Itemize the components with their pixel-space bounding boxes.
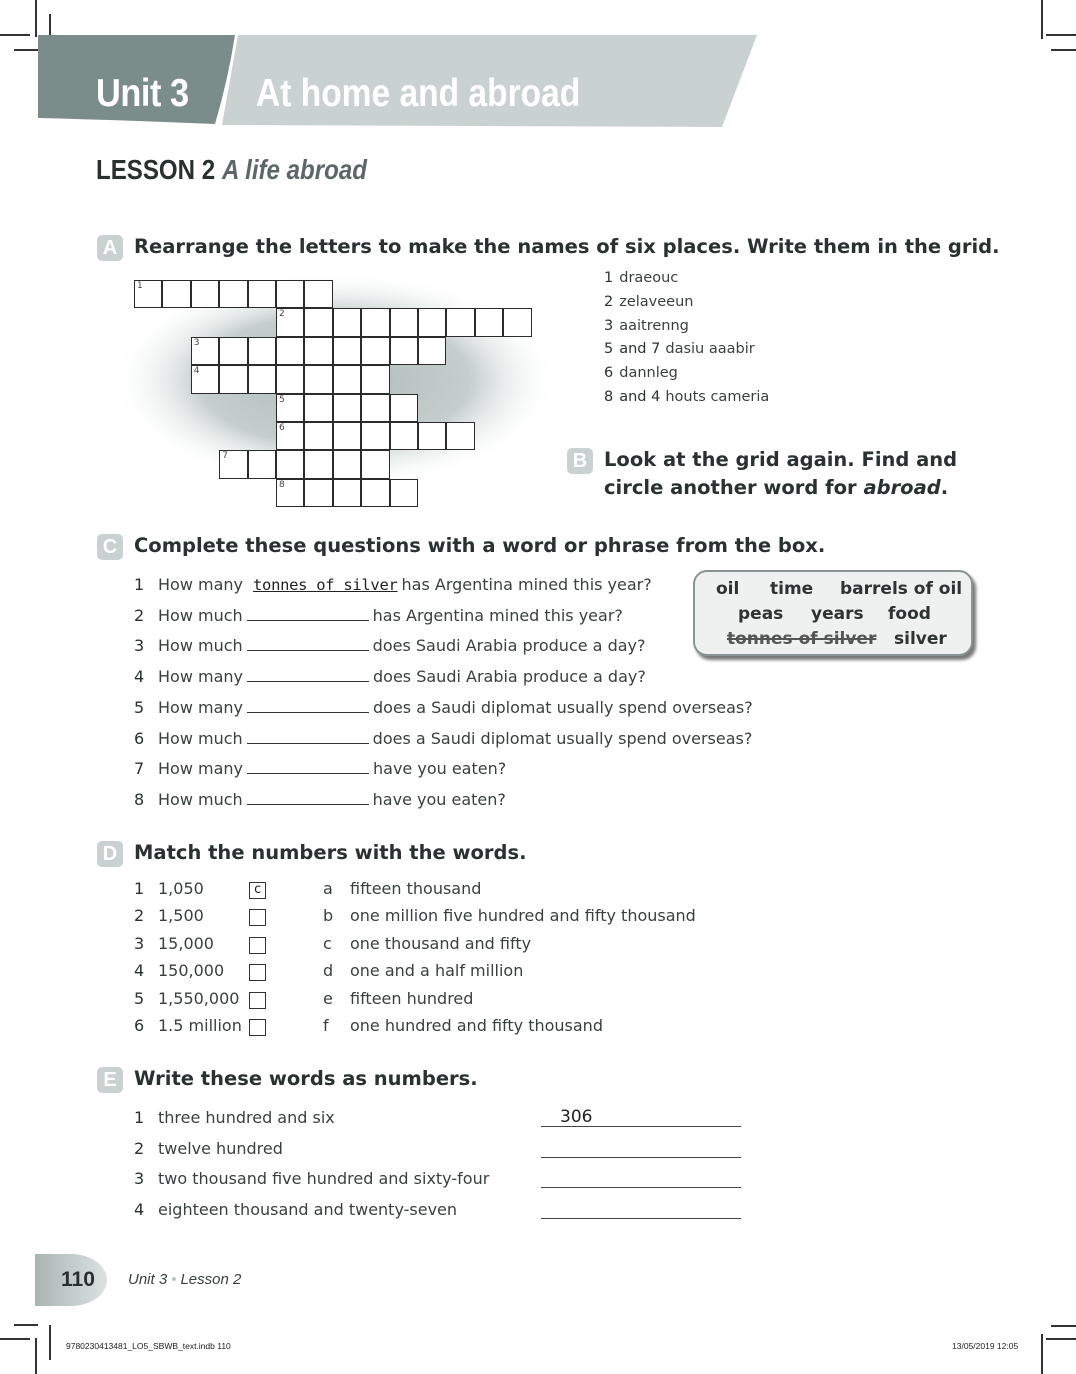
crossword-cell[interactable] [418, 337, 446, 365]
crossword-cell[interactable] [361, 422, 389, 450]
crossword-cell[interactable] [361, 308, 389, 336]
question-answer-blank[interactable] [247, 772, 369, 774]
write-item-words: two thousand five hundred and sixty-four [158, 1169, 490, 1189]
clue-letters: dasiu aaabir [665, 341, 755, 358]
section-c-badge: C [97, 534, 123, 560]
crossword-cell[interactable] [361, 365, 389, 393]
question-rest: does a Saudi diplomat usually spend overseas? [373, 697, 753, 717]
question-item [158, 790, 506, 809]
match-word-text: one hundred and fifty thousand [350, 1016, 603, 1035]
write-answer-line[interactable] [541, 1156, 741, 1158]
crop-mark [35, 1338, 37, 1374]
footer-lesson: Lesson 2 [180, 1271, 242, 1288]
clue-number: 2 [604, 293, 614, 310]
match-number-index: 6 [134, 1016, 145, 1035]
word-box [693, 570, 973, 656]
question-item [158, 636, 645, 655]
crossword-cell-number: 5 [279, 394, 285, 405]
question-rest: have you eaten? [372, 789, 506, 809]
crossword-cell[interactable] [304, 308, 332, 336]
question-stem: How much [158, 636, 243, 656]
match-word-letter: d [323, 961, 334, 981]
match-word-text: one and a half million [350, 961, 524, 981]
clue-letters: houts cameria [665, 389, 770, 405]
clue-number: 8 [604, 389, 614, 405]
clue-item [604, 294, 693, 310]
crossword-cell[interactable] [219, 280, 247, 308]
question-number: 7 [134, 759, 145, 779]
crossword-cell[interactable] [333, 479, 361, 507]
question-rest: has Argentina mined this year? [372, 605, 623, 625]
crossword-cell[interactable] [361, 450, 389, 478]
question-stem: How many [158, 575, 243, 594]
crop-mark [49, 1325, 51, 1360]
question-rest: does a Saudi diplomat usually spend overseas? [372, 728, 753, 748]
match-number-value: 15,000 [158, 933, 214, 953]
question-answer-blank[interactable] [247, 680, 369, 682]
question-number: 5 [134, 697, 145, 717]
section-b-badge: B [567, 448, 593, 474]
question-item [158, 729, 752, 748]
question-stem: How many [158, 697, 243, 717]
question-rest: has Argentina mined this year? [401, 575, 652, 594]
crop-mark [0, 1338, 30, 1340]
question-number: 4 [134, 667, 145, 687]
crossword-cell[interactable] [304, 337, 332, 365]
write-item-number: 1 [134, 1108, 145, 1127]
crossword-cell[interactable] [390, 337, 418, 365]
crossword-cell[interactable] [191, 337, 219, 365]
question-stem: How much [158, 789, 243, 809]
crossword-cell[interactable] [219, 450, 247, 478]
clue-item [604, 270, 678, 286]
crossword-cell[interactable] [276, 337, 304, 365]
unit-label: Unit 3 [96, 72, 189, 115]
question-number: 8 [134, 789, 145, 809]
page-number: 110 [61, 1268, 95, 1291]
write-item-words: twelve hundred [158, 1138, 283, 1158]
section-e-badge: E [97, 1067, 123, 1093]
crossword-cell-number: 2 [279, 309, 285, 320]
crossword-cell[interactable] [191, 365, 219, 393]
match-number-index: 5 [134, 988, 145, 1008]
crossword-cell[interactable] [219, 337, 247, 365]
question-number: 1 [134, 575, 145, 594]
clue-number: 5 [604, 341, 614, 358]
crossword-cell[interactable] [276, 394, 304, 422]
crossword-cell[interactable] [304, 394, 332, 422]
clue-number: 6 [604, 365, 614, 382]
crop-mark [1046, 1338, 1076, 1340]
clue-item [604, 341, 755, 357]
match-word-text: fifteen hundred [350, 988, 474, 1008]
crossword-cell[interactable] [276, 365, 304, 393]
crossword-cell[interactable] [248, 450, 276, 478]
question-answer-blank[interactable] [247, 803, 369, 805]
match-word-letter: a [323, 879, 333, 898]
crop-mark [14, 1324, 38, 1326]
crossword-cell[interactable] [304, 422, 332, 450]
crossword-cell[interactable] [361, 337, 389, 365]
crop-mark [1051, 1325, 1076, 1327]
match-number-index: 2 [134, 906, 145, 926]
match-word-letter: b [323, 906, 334, 926]
match-number-index: 4 [134, 961, 145, 981]
crossword-cell[interactable] [276, 308, 304, 336]
question-number: 6 [134, 728, 145, 748]
question-item [158, 698, 753, 717]
match-word-letter: e [323, 988, 333, 1008]
match-answer-box[interactable] [249, 992, 266, 1009]
crossword-cell-number: 3 [193, 337, 200, 348]
match-answer-box[interactable] [249, 937, 266, 954]
match-number-value: 1,550,000 [158, 988, 240, 1008]
crossword-cell[interactable] [134, 280, 162, 308]
crossword-cell[interactable] [333, 365, 361, 393]
word-box-item: food [888, 604, 931, 624]
header-band [0, 0, 1076, 140]
match-answer-box[interactable] [249, 964, 266, 981]
match-answer-box[interactable] [249, 1019, 266, 1036]
match-number-value: 1.5 million [158, 1016, 242, 1035]
crossword-cell[interactable] [276, 280, 304, 308]
clue-letters: dannleg [619, 365, 678, 382]
crossword-cell[interactable] [390, 394, 418, 422]
question-item [158, 575, 652, 594]
question-item [158, 606, 623, 625]
crossword-cell[interactable] [248, 280, 276, 308]
question-stem: How much [158, 728, 243, 748]
crossword-cell[interactable] [304, 450, 332, 478]
crossword-cell[interactable] [248, 365, 276, 393]
write-item-words: eighteen thousand and twenty-seven [158, 1200, 458, 1220]
footer-reference [128, 1271, 241, 1288]
write-answer-line[interactable] [541, 1217, 741, 1219]
clue-number: 3 [604, 317, 614, 334]
clue-item [604, 365, 678, 381]
write-answer-value[interactable]: 306 [560, 1107, 593, 1127]
write-item-number: 3 [134, 1169, 145, 1189]
question-rest: does Saudi Arabia produce a day? [372, 636, 646, 656]
lesson-title: A life abroad [221, 154, 367, 185]
clue-and: and 7 [619, 341, 661, 358]
word-box-item: silver [894, 629, 947, 649]
lesson-heading [96, 154, 367, 186]
crossword-cell[interactable] [390, 308, 418, 336]
word-box-item-used: tonnes of silver [727, 629, 877, 649]
word-box-item: peas [738, 604, 784, 624]
crossword-cell[interactable] [333, 308, 361, 336]
crossword-cell[interactable] [446, 422, 474, 450]
crossword-cell[interactable] [333, 337, 361, 365]
crossword-cell[interactable] [446, 308, 474, 336]
question-answer-blank[interactable] [247, 649, 369, 651]
instruction-text: . [940, 476, 949, 499]
match-number-index: 3 [134, 933, 145, 953]
clue-letters: zelaveeun [619, 293, 694, 310]
section-d-instruction: Match the numbers with the words. [134, 841, 527, 864]
section-a-instruction: Rearrange the letters to make the names of six places. Write them in the grid. [134, 235, 1000, 258]
clue-item [604, 389, 769, 405]
word-box-item: barrels of oil [840, 579, 963, 599]
crossword-cell[interactable] [361, 479, 389, 507]
clue-item [604, 318, 689, 334]
clue-and: and 4 [619, 389, 661, 405]
match-number-value: 150,000 [158, 961, 225, 981]
question-answer-blank[interactable] [247, 711, 369, 713]
match-number-value: 1,500 [158, 906, 204, 926]
section-a-badge: A [97, 235, 123, 261]
crossword-cell[interactable] [276, 422, 304, 450]
crossword-cell[interactable] [361, 394, 389, 422]
crossword-cell[interactable] [191, 280, 219, 308]
match-word-text: one million five hundred and fifty thousand [350, 906, 696, 926]
clue-number: 1 [604, 270, 614, 286]
question-stem: How many [158, 759, 243, 779]
section-b-instruction-line2 [604, 476, 948, 499]
instruction-text: circle another word for [604, 476, 864, 499]
match-answer-box[interactable] [249, 909, 266, 926]
crossword-cell[interactable] [475, 308, 503, 336]
crossword-cell[interactable] [418, 308, 446, 336]
footer-unit: Unit 3 [128, 1271, 168, 1288]
section-e-instruction: Write these words as numbers. [134, 1067, 478, 1090]
question-rest: does Saudi Arabia produce a day? [373, 667, 646, 687]
crossword-cell[interactable] [333, 422, 361, 450]
crossword-cell-number: 4 [193, 366, 200, 377]
instruction-emphasis: abroad [863, 476, 941, 499]
crossword-cell[interactable] [304, 365, 332, 393]
section-b-instruction-line1: Look at the grid again. Find and [604, 448, 958, 471]
crossword-cell[interactable] [219, 365, 247, 393]
section-c-instruction: Complete these questions with a word or phrase from the box. [134, 534, 826, 557]
word-box-item: time [770, 579, 814, 599]
clue-letters: draeouc [619, 270, 679, 286]
question-item [158, 667, 646, 686]
match-word-letter: f [323, 1016, 329, 1035]
question-item [158, 759, 506, 778]
crop-mark [1041, 1334, 1043, 1374]
match-word-letter: c [323, 933, 332, 953]
crossword-cell[interactable] [390, 479, 418, 507]
crossword-cell-number: 7 [222, 451, 228, 462]
match-number-value: 1,050 [158, 879, 204, 898]
crossword-cell-number: 1 [137, 281, 143, 291]
crossword-cell[interactable] [276, 450, 304, 478]
unit-title: At home and abroad [256, 72, 581, 115]
write-answer-line[interactable] [541, 1186, 741, 1188]
crossword-cell-number: 8 [279, 479, 285, 490]
crossword-cell[interactable] [304, 280, 332, 308]
print-slug-file: 9780230413481_LO5_SBWB_text.indb 110 [66, 1341, 231, 1351]
crossword-cell[interactable] [503, 308, 531, 336]
crossword-cell-number: 6 [279, 423, 285, 433]
question-stem: How many [158, 667, 243, 687]
question-answer-filled[interactable]: tonnes of silver [253, 576, 398, 594]
print-slug-date: 13/05/2019 12:05 [952, 1341, 1019, 1351]
match-number-index: 1 [134, 879, 145, 898]
clue-letters: aaitrenng [619, 317, 689, 334]
word-box-item: oil [716, 579, 740, 599]
question-answer-blank[interactable] [247, 742, 369, 744]
question-number: 2 [134, 605, 145, 625]
question-rest: have you eaten? [373, 759, 507, 779]
crossword-cell[interactable] [276, 479, 304, 507]
crossword-cell[interactable] [333, 394, 361, 422]
crossword-cell[interactable] [304, 479, 332, 507]
write-item-number: 2 [134, 1138, 145, 1158]
match-answer-box[interactable]: c [249, 882, 266, 899]
lesson-label: LESSON 2 [96, 154, 216, 185]
question-stem: How much [158, 605, 243, 625]
question-number: 3 [134, 636, 145, 656]
crossword-cell[interactable] [248, 337, 276, 365]
section-d-badge: D [97, 841, 123, 867]
crossword-cell[interactable] [162, 280, 190, 308]
question-answer-blank[interactable] [247, 619, 369, 621]
word-box-item: years [811, 604, 864, 624]
write-item-number: 4 [134, 1200, 145, 1220]
crossword-cell[interactable] [418, 422, 446, 450]
write-item-words: three hundred and six [158, 1108, 335, 1127]
crossword-cell[interactable] [390, 422, 418, 450]
footer-separator: • [171, 1271, 177, 1288]
match-word-text: one thousand and fifty [350, 933, 532, 953]
match-word-text: fifteen thousand [350, 879, 482, 898]
crossword-cell[interactable] [333, 450, 361, 478]
